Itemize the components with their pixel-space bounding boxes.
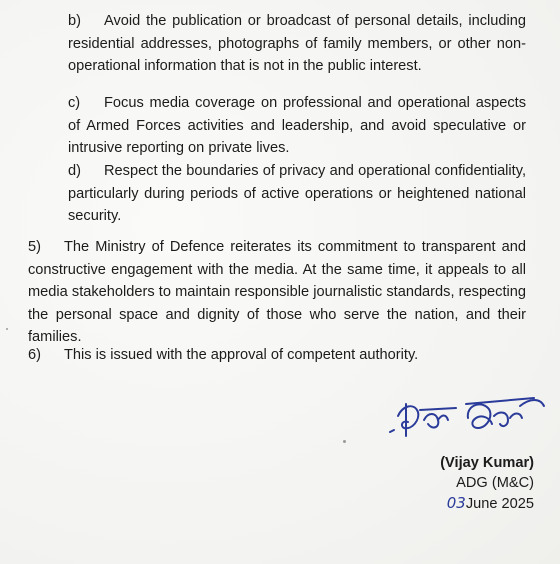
handwritten-signature (384, 384, 554, 454)
paragraph-6-marker: 6) (28, 347, 41, 363)
issue-date (424, 493, 534, 514)
item-c-marker: c) (68, 95, 81, 111)
item-b-text: Avoid the publication or broadcast of personal details, including residential addresses, photographs of family members, or other non-operational information that is not in the public interest. (68, 13, 526, 74)
paragraph-5 (28, 236, 526, 349)
signatory-designation: ADG (M&C) (456, 475, 534, 491)
signature-icon (384, 384, 554, 454)
paper-speck (6, 328, 8, 330)
item-d-text: Respect the boundaries of privacy and operational confidentiality, particularly during periods of active operations or heightened national security. (68, 163, 526, 224)
item-b (68, 10, 526, 78)
paragraph-5-text: The Ministry of Defence reiterates its commitment to transparent and constructive engagement with the media. At the same time, it appeals to all media stakeholders to maintain responsible journalistic standards, respecting the personal space and dignity of those who serve the nation, and their families. (28, 239, 526, 345)
item-c (68, 92, 526, 160)
paragraph-5-marker: 5) (28, 239, 41, 255)
paper-speck (343, 440, 346, 443)
date-month-year: June 2025 (465, 496, 534, 512)
handwritten-day: 03 (446, 494, 466, 512)
item-c-text: Focus media coverage on professional and operational aspects of Armed Forces activities and leadership, and avoid speculative or intrusive reporting on private lives. (68, 95, 526, 156)
item-b-marker: b) (68, 13, 81, 29)
item-d-marker: d) (68, 163, 81, 179)
signatory-name: (Vijay Kumar) (440, 455, 534, 471)
item-d (68, 160, 526, 228)
paragraph-6 (28, 344, 526, 367)
signature-block (424, 453, 534, 514)
paragraph-6-text: This is issued with the approval of competent authority. (64, 347, 419, 363)
